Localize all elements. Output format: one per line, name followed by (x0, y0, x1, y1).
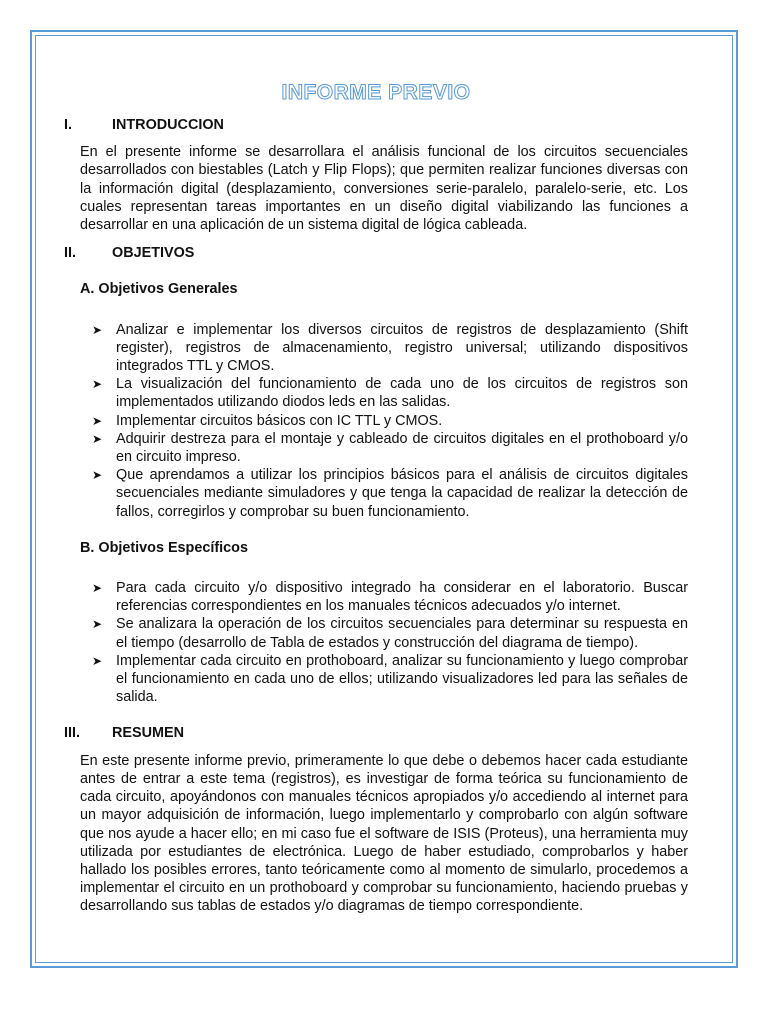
section-title: INTRODUCCION (112, 117, 224, 133)
list-item: ➤ La visualización del funcionamiento de cada uno de los circuitos de registros son implementados utilizando diodos leds en las salidas. (80, 375, 688, 411)
list-item: ➤ Para cada circuito y/o dispositivo integrado ha considerar en el laboratorio. Buscar referencias correspondientes en los manuales técnicos adecuados y/o internet. (80, 579, 688, 615)
arrowhead-bullet-icon: ➤ (92, 468, 103, 483)
list-item: ➤ Implementar circuitos básicos con IC TTL y CMOS. (80, 412, 688, 430)
arrowhead-bullet-icon: ➤ (92, 653, 103, 668)
section-heading-objetivos (64, 244, 688, 262)
list-item: ➤ Que aprendamos a utilizar los principios básicos para el análisis de circuitos digitales secuenciales mediante simuladores y que tenga la capacidad de realizar la detección de fallos, corregirlos y comprobar su buen funcionamiento. (80, 466, 688, 521)
section-title: RESUMEN (112, 725, 184, 742)
subsection-objetivos-generales: A. Objetivos Generales (80, 281, 238, 298)
document-title: INFORME PREVIO (281, 81, 471, 104)
objetivos-especificos-list (80, 579, 688, 706)
arrowhead-bullet-icon: ➤ (92, 413, 103, 428)
section-number: I. (64, 117, 72, 133)
section-heading-resumen (64, 724, 688, 742)
subsection-objetivos-especificos: B. Objetivos Específicos (80, 539, 248, 556)
arrowhead-bullet-icon: ➤ (92, 431, 103, 446)
list-item: ➤ Analizar e implementar los diversos circuitos de registros de desplazamiento (Shift register), registros de almacenamiento, registro universal; utilizando dispositivos integrados TTL y CMOS. (80, 321, 688, 376)
list-item: ➤ Implementar cada circuito en prothoboard, analizar su funcionamiento y luego comprobar el funcionamiento en cada uno de ellos; utilizando visualizadores led para las señales de salida. (80, 652, 688, 707)
objetivos-generales-list (80, 321, 688, 521)
arrowhead-bullet-icon: ➤ (92, 377, 103, 392)
arrowhead-bullet-icon: ➤ (92, 581, 103, 596)
section-title: OBJETIVOS (112, 245, 195, 262)
section-number: II. (64, 245, 76, 262)
list-item: ➤ Se analizara la operación de los circuitos secuenciales para determinar su respuesta en el tiempo (desarrollo de Tabla de estados y construcción del diagrama de tiempo). (80, 615, 688, 651)
arrowhead-bullet-icon: ➤ (92, 617, 103, 632)
document-body (64, 74, 688, 924)
list-item: ➤ Adquirir destreza para el montaje y cableado de circuitos digitales en el prothoboard y/o en circuito impreso. (80, 430, 688, 466)
section-heading-introduccion (64, 116, 688, 134)
introduccion-paragraph: En el presente informe se desarrollara el análisis funcional de los circuitos secuenciales desarrollados con biestables (Latch y Flip Flops); que permiten realizar funciones diversas con la información digital (desplazamiento, conversiones serie-paralelo, paralelo-serie, etc. Los cuales representan tareas importantes en un diseño digital viabilizando las funciones a desarrollar en una aplicación de un sistema digital de lógica cableada. (80, 144, 688, 234)
arrowhead-bullet-icon: ➤ (92, 322, 103, 337)
resumen-paragraph: En este presente informe previo, primeramente lo que debe o debemos hacer cada estudiante antes de entrar a este tema (registros), es investigar de forma teórica su funcionamiento de cada circuito, apoyándonos con manuales técnicos apropiados y/o accediendo al internet para un mayor adquisición de información, luego implementarlo y comprobarlo con algún software que nos ayude a hacer ello; en mi caso fue el software de ISIS (Proteus), una herramienta muy utilizada por estudiantes de electrónica. Luego de haber estudiado, comprobarlos y haber hallado los posibles errores, tanto teóricamente como al momento de simularlo, procedemos a implementar el circuito en un prothoboard y comprobar su funcionamiento, haciendo pruebas y desarrollando sus tablas de estados y/o diagramas de tiempo correspondiente. (80, 752, 688, 915)
section-number: III. (64, 725, 80, 742)
